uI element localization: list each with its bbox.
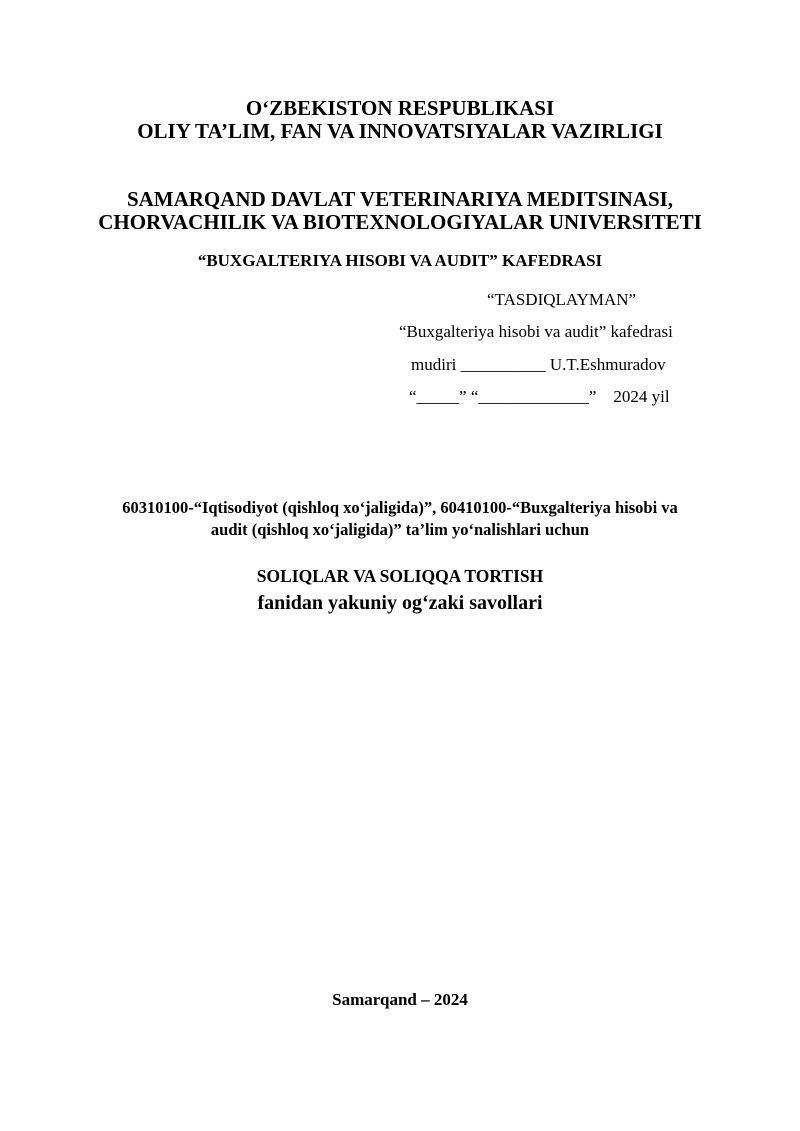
republic-title: O‘ZBEKISTON RESPUBLIKASI <box>245 96 555 120</box>
subject-title: SOLIQLAR VA SOLIQQA TORTISH <box>256 566 544 586</box>
approval-department: “Buxgalteriya hisobi va audit” kafedrasi <box>399 322 673 341</box>
department-title: “BUXGALTERIYA HISOBI VA AUDIT” KAFEDRASI <box>197 251 603 270</box>
university-name-line1: SAMARQAND DAVLAT VETERINARIYA MEDITSINASI, <box>126 187 674 211</box>
university-name-line2: CHORVACHILIK VA BIOTEXNOLOGIYALAR UNIVERSITETI <box>98 210 702 234</box>
ministry-title: OLIY TA’LIM, FAN VA INNOVATSIYALAR VAZIRLIGI <box>137 119 663 143</box>
approval-date: “_____” “_____________” 2024 yil <box>409 387 670 406</box>
programs-line2: audit (qishloq xo‘jaligida)” ta’lim yo‘nalishlari uchun <box>210 520 590 539</box>
approval-title: “TASDIQLAYMAN” <box>487 290 637 309</box>
city-year: Samarqand – 2024 <box>332 990 468 1009</box>
subject-subtitle: fanidan yakuniy og‘zaki savollari <box>257 592 543 614</box>
approval-head-signature: mudiri __________ U.T.Eshmuradov <box>411 355 666 374</box>
programs-line1: 60310100-“Iqtisodiyot (qishloq xo‘jaligida)”, 60410100-“Buxgalteriya hisobi va <box>122 498 678 517</box>
